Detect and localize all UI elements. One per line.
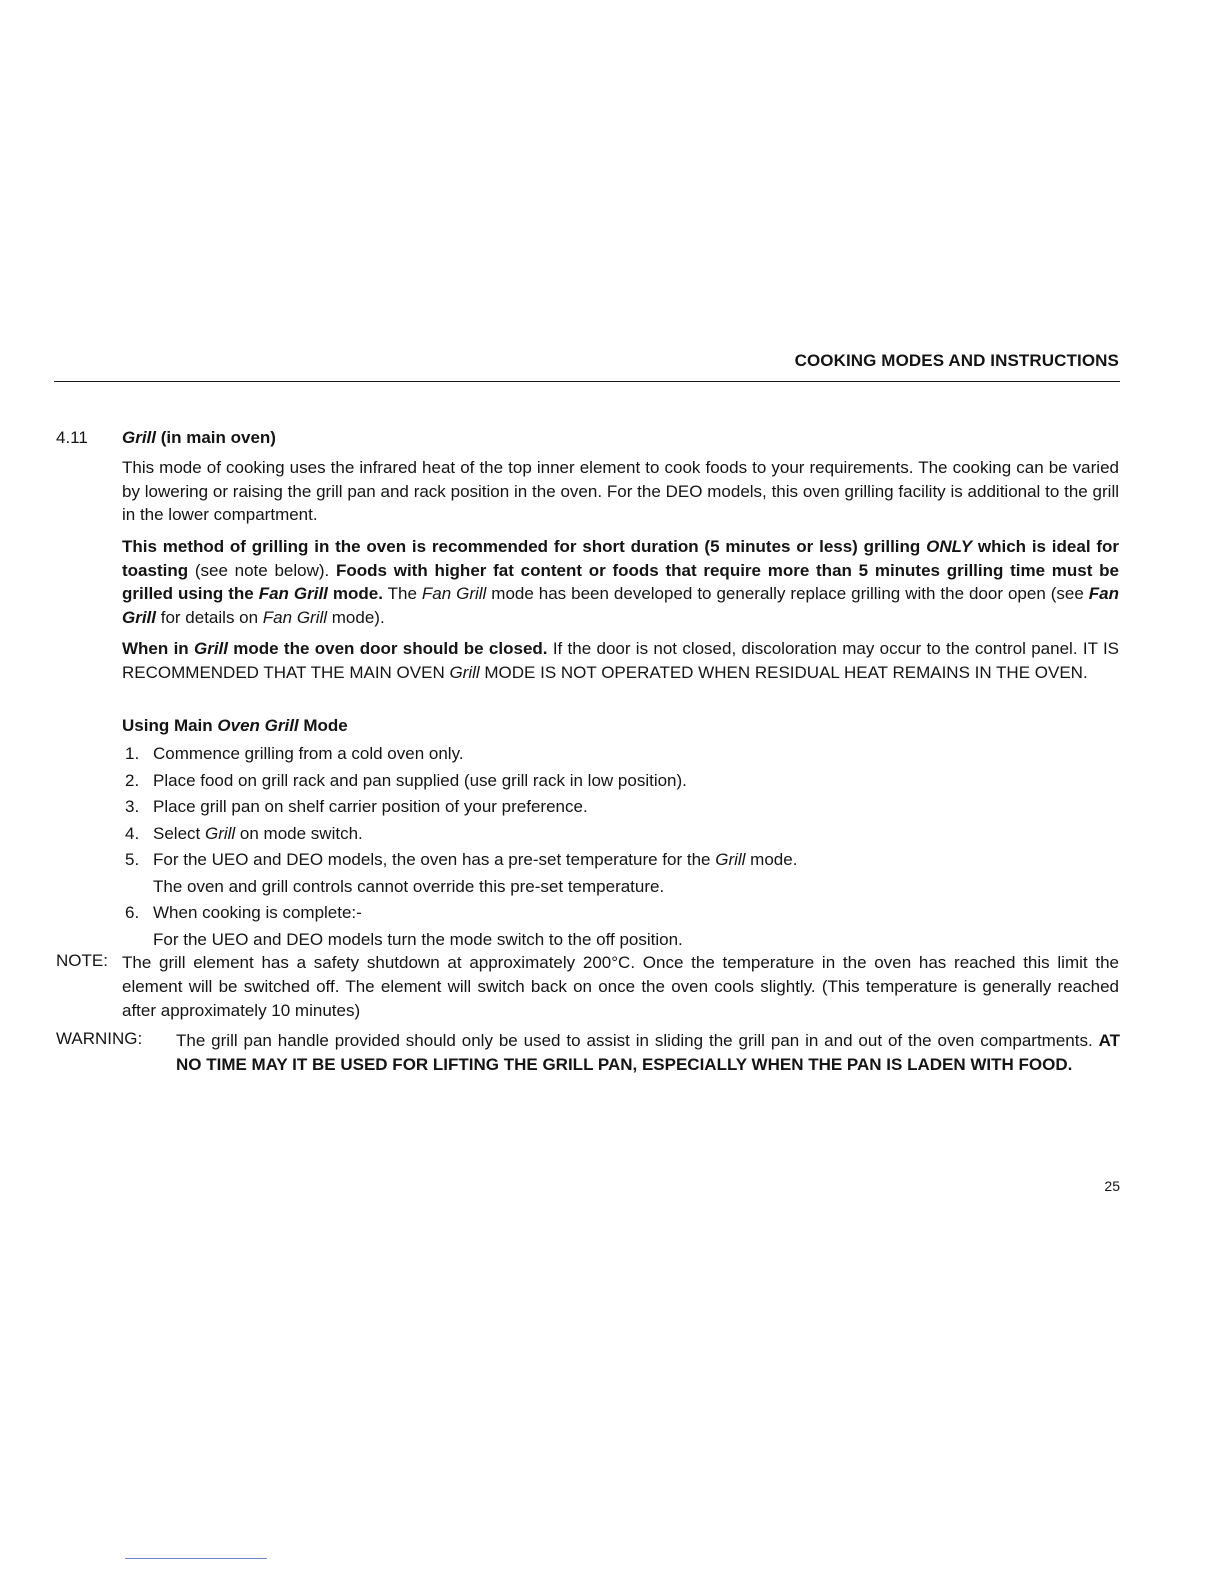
intro-paragraph: This mode of cooking uses the infrared heat of the top inner element to cook foods to your requirements. The cooking can be varied by lowering or raising the grill pan and rack position in the oven. For the DEO models, this oven grilling facility is additional to the grill in the lower compartment. [122, 458, 1119, 524]
running-header: COOKING MODES AND INSTRUCTIONS [794, 351, 1119, 370]
section-title-rest: (in main oven) [156, 428, 276, 447]
recommendation-paragraph: This method of grilling in the oven is recommended for short duration (5 minutes or less) grilling ONLY which is ideal for toasting (see note below). Foods with higher fat content or foods that require more than 5 minutes grilling time must be grilled using the Fan Grill mode. The Fan Grill mode has been developed to generally replace grilling with the door open (see Fan Grill for details on Fan Grill mode). [122, 537, 1120, 627]
header-rule [54, 381, 1120, 382]
section-title [122, 428, 276, 448]
steps-heading: Using Main Oven Grill Mode [122, 716, 348, 735]
list-item: 1. Commence grilling from a cold oven only. [125, 744, 464, 763]
list-item: 5. For the UEO and DEO models, the oven has a pre-set temperature for the Grill mode. The oven and grill controls cannot override this pre-set temperature. [125, 850, 798, 896]
note-text: The grill element has a safety shutdown at approximately 200°C. Once the temperature in the oven has reached this limit the element will be switched off. The element will switch back on once the oven cools slightly. (This temperature is generally reached after approximately 10 minutes) [122, 953, 1119, 1020]
page-number: 25 [1104, 1178, 1120, 1194]
door-closed-paragraph: When in Grill mode the oven door should be closed. If the door is not closed, discoloration may occur to the control panel. IT IS RECOMMENDED THAT THE MAIN OVEN Grill MODE IS NOT OPERATED WHEN RESIDUAL HEAT REMAINS IN THE OVEN. [122, 639, 1120, 682]
section-title-mode: Grill [122, 428, 157, 447]
list-item: 3. Place grill pan on shelf carrier position of your preference. [125, 797, 588, 816]
note-label: NOTE: [56, 951, 108, 970]
steps-list [122, 741, 1119, 953]
warning-label: WARNING: [56, 1029, 143, 1048]
list-item: 2. Place food on grill rack and pan supplied (use grill rack in low position). [125, 770, 687, 790]
warning-text: The grill pan handle provided should only be used to assist in sliding the grill pan in and out of the oven compartments. AT NO TIME MAY IT BE USED FOR LIFTING THE GRILL PAN, ESPECIALLY WHEN THE PAN IS LADEN WITH FOOD. [176, 1031, 1120, 1074]
list-item: 6. When cooking is complete:- For the UEO and DEO models turn the mode switch to the off position. [125, 903, 683, 949]
footer-line [125, 1558, 267, 1559]
section-number: 4.11 [56, 428, 88, 447]
list-item: 4. Select Grill on mode switch. [125, 823, 363, 843]
